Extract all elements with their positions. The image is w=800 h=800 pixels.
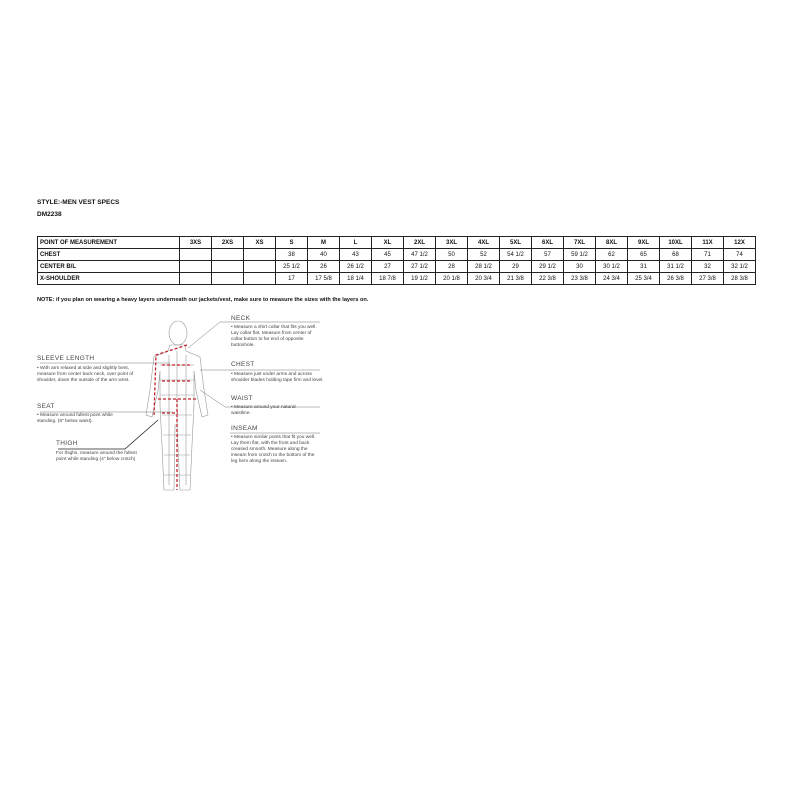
size-cell: 30 1/2 (596, 261, 628, 273)
size-cell: 17 (276, 273, 308, 285)
style-title: STYLE:-MEN VEST SPECS (37, 199, 120, 206)
size-cell: 27 3/8 (692, 273, 724, 285)
size-cell (212, 249, 244, 261)
size-cell: 28 1/2 (468, 261, 500, 273)
neck-title: NECK (231, 315, 251, 322)
size-cell: 6XL (532, 237, 564, 249)
size-cell: 11X (692, 237, 724, 249)
size-cell: 4XL (468, 237, 500, 249)
size-cell: 7XL (564, 237, 596, 249)
size-cell (180, 249, 212, 261)
size-cell: 28 3/8 (724, 273, 756, 285)
size-cell: 23 3/8 (564, 273, 596, 285)
size-cell: 17 5/8 (308, 273, 340, 285)
size-cell: 22 3/8 (532, 273, 564, 285)
table-header-row (38, 237, 756, 249)
size-cell (244, 273, 276, 285)
size-cell: 25 1/2 (276, 261, 308, 273)
size-cell: 2XL (404, 237, 436, 249)
size-cell: 45 (372, 249, 404, 261)
size-cell: 12X (724, 237, 756, 249)
size-cell: 28 (436, 261, 468, 273)
table-row (38, 273, 756, 285)
size-cell: 59 1/2 (564, 249, 596, 261)
seat-title: SEAT (37, 403, 55, 410)
size-cell: 30 (564, 261, 596, 273)
size-cell: 19 1/2 (404, 273, 436, 285)
size-cell: 52 (468, 249, 500, 261)
size-cell: S (276, 237, 308, 249)
sleeve-title: SLEEVE LENGTH (37, 355, 95, 362)
sleeve-text: • With arm relaxed at side and slightly bent, measure from center back neck, over point of shoulder, down the outside of the arm wrist. (37, 366, 134, 383)
inseam-title: INSEAM (231, 425, 258, 432)
size-cell: 26 (308, 261, 340, 273)
size-cell: 3XS (180, 237, 212, 249)
thigh-title: THIGH (56, 440, 78, 447)
thigh-text: For thighs, measure around the fullest point while standing (4" below crotch) (56, 451, 137, 462)
size-cell: 10XL (660, 237, 692, 249)
size-cell: 54 1/2 (500, 249, 532, 261)
waist-text: • Measure around your natural waistline. (231, 405, 296, 416)
size-cell: 26 1/2 (340, 261, 372, 273)
size-cell: 24 3/4 (596, 273, 628, 285)
measurement-label: X-SHOULDER (38, 273, 180, 285)
size-cell: 25 3/4 (628, 273, 660, 285)
size-cell: 65 (628, 249, 660, 261)
chest-title: CHEST (231, 361, 255, 368)
size-cell: 5XL (500, 237, 532, 249)
size-cell (244, 249, 276, 261)
size-cell: 26 3/8 (660, 273, 692, 285)
size-cell: 21 3/8 (500, 273, 532, 285)
size-cell (180, 261, 212, 273)
size-cell: L (340, 237, 372, 249)
size-cell (212, 261, 244, 273)
size-cell: XL (372, 237, 404, 249)
seat-text: • Measure around fullest point while standing. (8" below waist). (37, 413, 113, 424)
size-cell: 31 (628, 261, 660, 273)
measurement-label: POINT OF MEASUREMENT (38, 237, 180, 249)
size-cell: 74 (724, 249, 756, 261)
layering-note: NOTE: if you plan on wearing a heavy layers underneath our jackets/vest, make sure to measure the sizes with the layers on. (37, 297, 369, 303)
size-cell: 3XL (436, 237, 468, 249)
size-cell: 20 1/8 (436, 273, 468, 285)
size-cell: 62 (596, 249, 628, 261)
size-cell: 9XL (628, 237, 660, 249)
size-cell: 32 1/2 (724, 261, 756, 273)
size-cell: 2XS (212, 237, 244, 249)
size-cell: 27 1/2 (404, 261, 436, 273)
size-cell: 47 1/2 (404, 249, 436, 261)
measurement-label: CHEST (38, 249, 180, 261)
neck-text: • Measure a shirt collar that fits you well. Lay collar flat. Measure from center of collar button to far end of opposite buttonhole. (231, 325, 317, 348)
size-cell: 27 (372, 261, 404, 273)
size-cell: 71 (692, 249, 724, 261)
size-cell (212, 273, 244, 285)
size-cell: 29 1/2 (532, 261, 564, 273)
size-cell: 50 (436, 249, 468, 261)
size-cell (180, 273, 212, 285)
size-cell: 38 (276, 249, 308, 261)
size-cell: 20 3/4 (468, 273, 500, 285)
size-cell: 18 1/4 (340, 273, 372, 285)
size-cell: 31 1/2 (660, 261, 692, 273)
waist-title: WAIST (231, 395, 253, 402)
size-cell: 18 7/8 (372, 273, 404, 285)
measurement-label: CENTER B/L (38, 261, 180, 273)
size-cell: M (308, 237, 340, 249)
style-code: DM2238 (37, 211, 62, 218)
size-spec-table (37, 236, 756, 285)
table-row (38, 261, 756, 273)
size-cell: 43 (340, 249, 372, 261)
size-cell: 40 (308, 249, 340, 261)
inseam-text: • Measure similar ponts that fit you well. Lay them flat, with the front and back creased smooth. Measure along the inseam from crotch to the bottom of the leg hem along the inseam. (231, 435, 316, 464)
size-cell: 29 (500, 261, 532, 273)
size-cell: XS (244, 237, 276, 249)
chest-text: • Measure just under arms and across shoulder blades holding tape firm and level. (231, 372, 324, 383)
table-row (38, 249, 756, 261)
size-cell: 57 (532, 249, 564, 261)
size-cell: 32 (692, 261, 724, 273)
size-cell (244, 261, 276, 273)
size-cell: 8XL (596, 237, 628, 249)
size-cell: 68 (660, 249, 692, 261)
